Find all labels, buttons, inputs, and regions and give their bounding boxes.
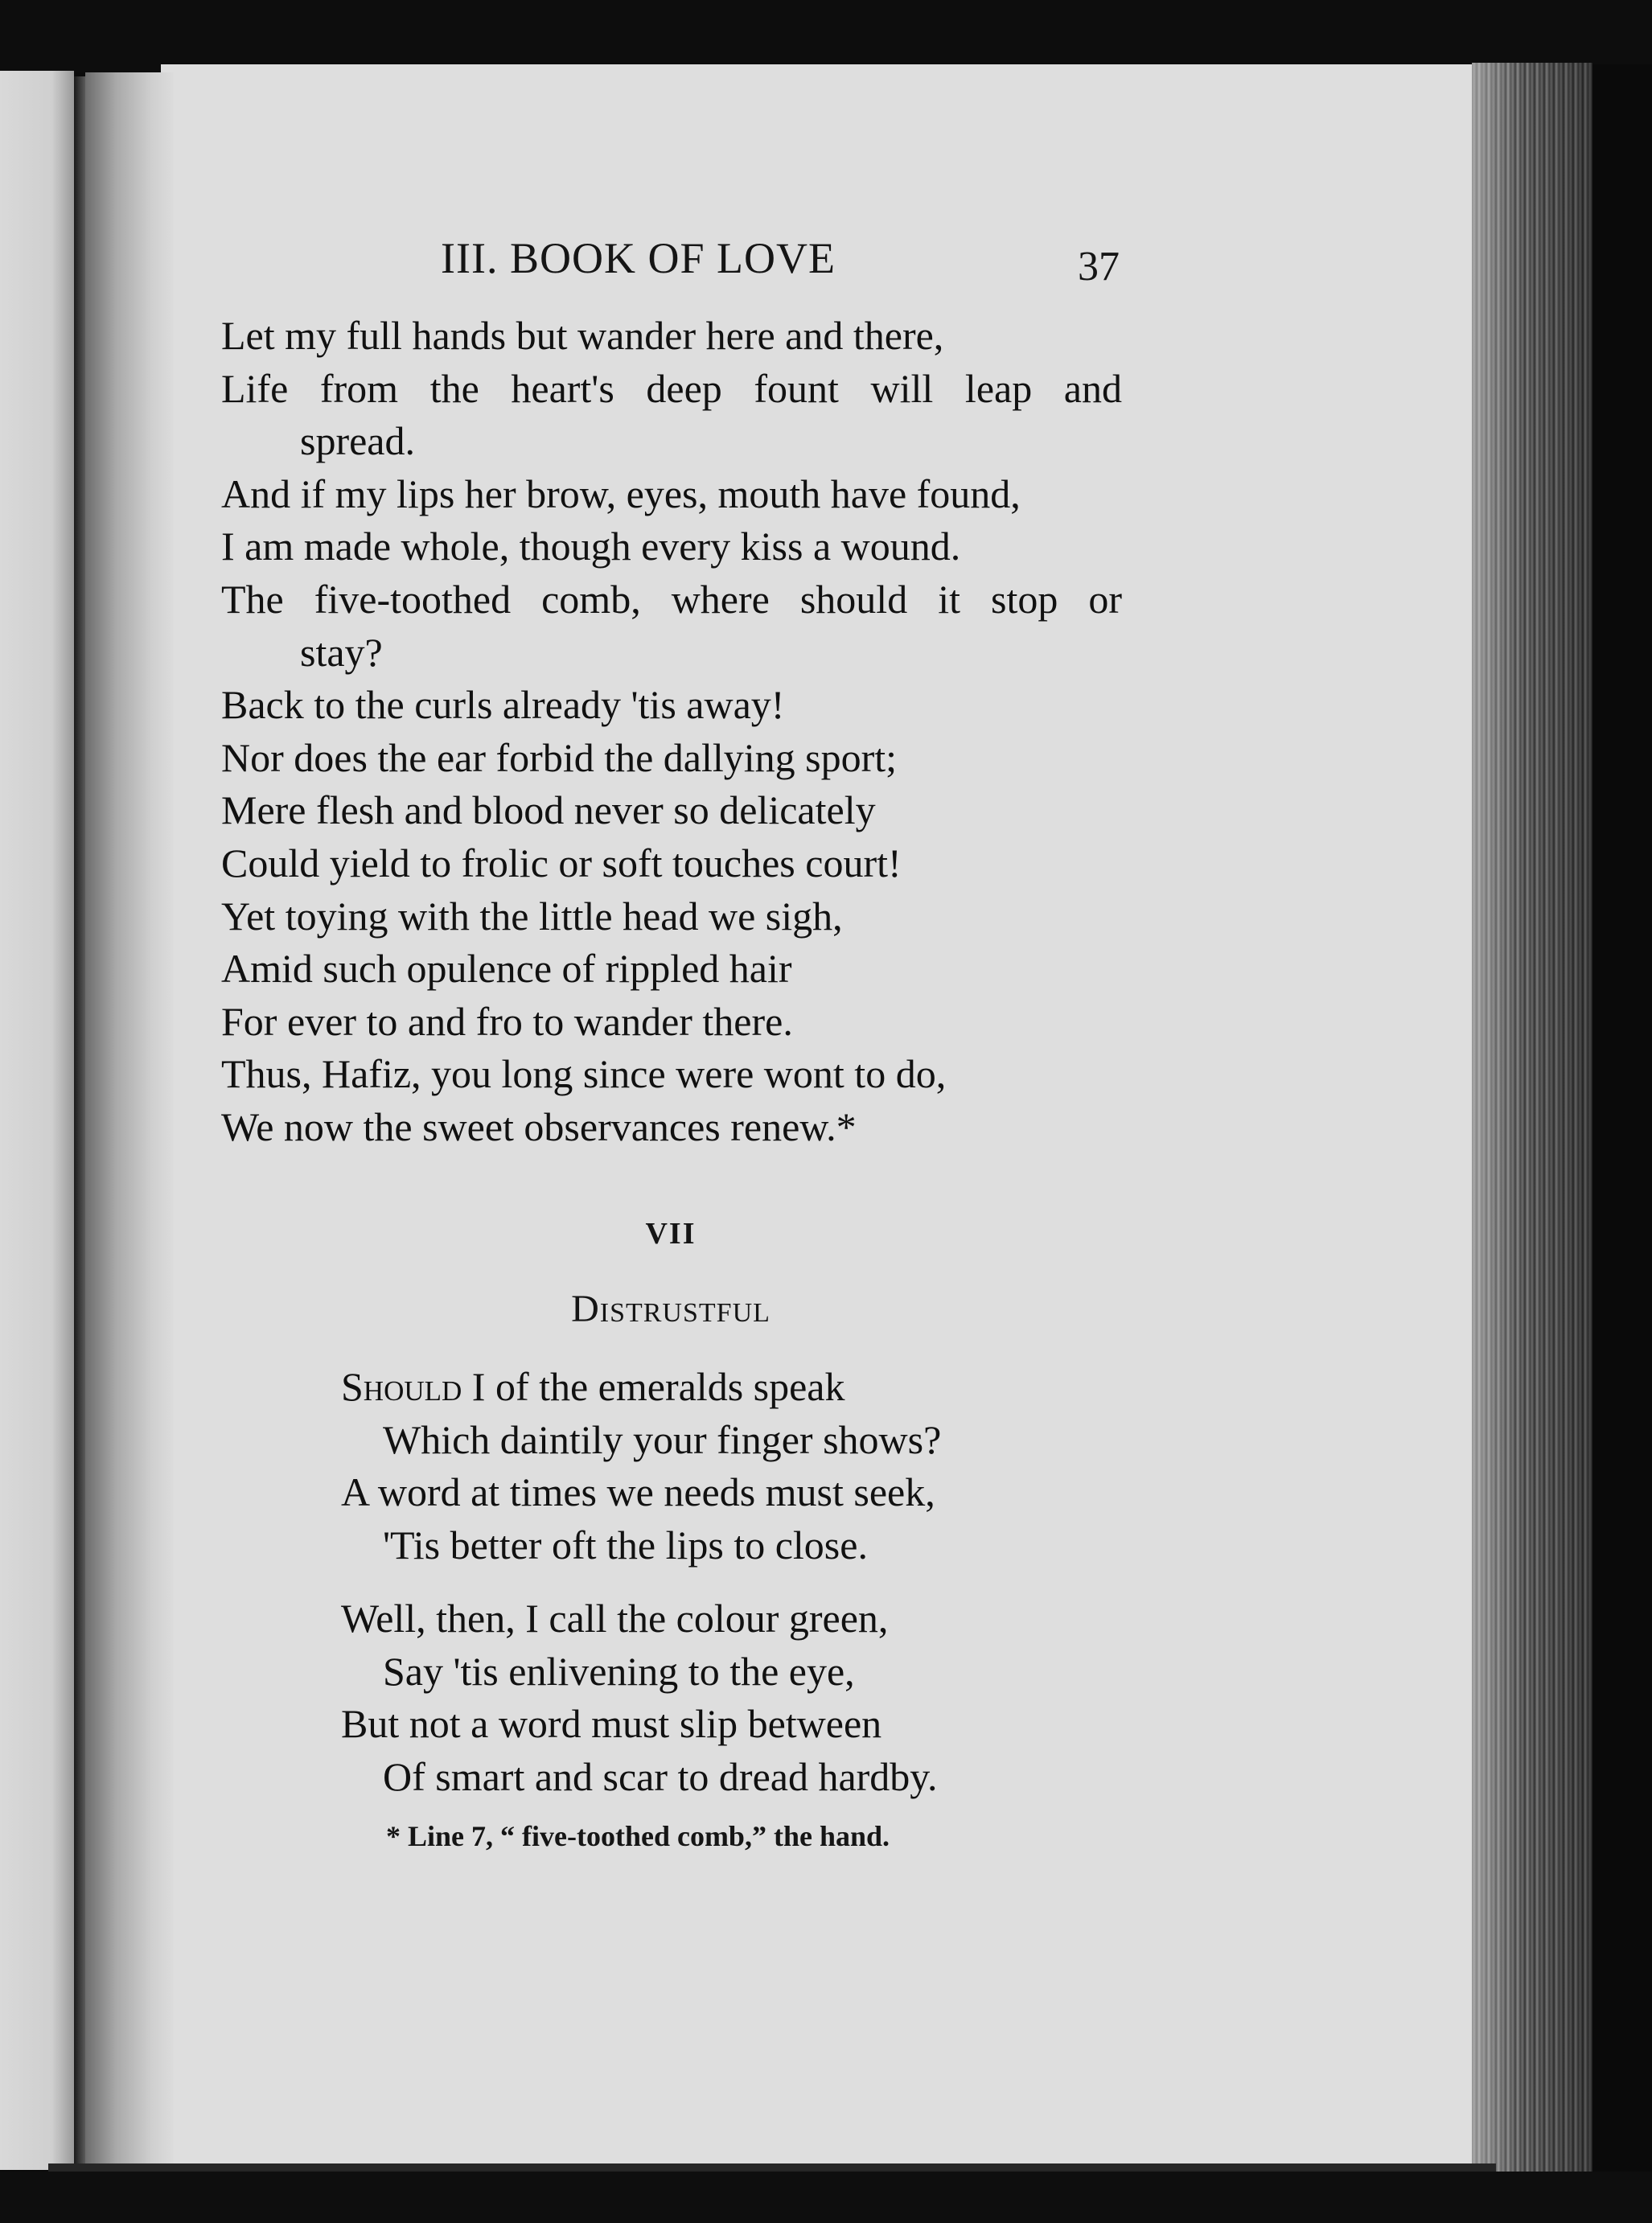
poem-line: Yet toying with the little head we sigh, xyxy=(221,893,843,939)
poem-line: Let my full hands but wander here and there, xyxy=(221,313,944,358)
stanza xyxy=(341,1361,1065,1572)
line-text: I of the emeralds speak xyxy=(462,1364,845,1409)
scan-top-border xyxy=(0,0,1652,72)
poem-line-continuation: stay? xyxy=(300,629,383,675)
poem-continuation xyxy=(221,310,1122,1154)
stanza-line: Which daintily your finger shows? xyxy=(383,1416,942,1462)
poem-line: Mere flesh and blood never so delicately xyxy=(221,787,876,833)
stanza-line: Well, then, I call the colour green, xyxy=(341,1596,889,1641)
first-word: Should xyxy=(341,1364,462,1409)
poem-line: We now the sweet observances renew.* xyxy=(221,1103,857,1149)
stanza-line: 'Tis better oft the lips to close. xyxy=(383,1522,868,1568)
stanza-line: But not a word must slip between xyxy=(341,1701,882,1747)
poem-line: Back to the curls already 'tis away! xyxy=(221,682,785,728)
running-header: III. BOOK OF LOVE xyxy=(441,234,836,282)
stanza-line xyxy=(341,1361,1065,1414)
poem-line: Thus, Hafiz, you long since were wont to do, xyxy=(221,1051,947,1097)
poem-line-continuation: spread. xyxy=(300,418,415,464)
poem-line: And if my lips her brow, eyes, mouth have found, xyxy=(221,470,1021,516)
stanza xyxy=(341,1592,1065,1803)
book-gutter-line xyxy=(74,76,85,2168)
footnote: * Line 7, “ five-toothed comb,” the hand. xyxy=(386,1820,890,1852)
gutter-shadow xyxy=(85,72,174,2172)
scan-bottom-border xyxy=(0,2172,1652,2223)
poem-line: The five-toothed comb, where should it stop or xyxy=(221,576,1122,622)
facing-page-edge xyxy=(0,71,74,2170)
poem-line: Amid such opulence of rippled hair xyxy=(221,946,792,992)
stanza-line: Of smart and scar to dread hardby. xyxy=(383,1753,938,1799)
poem-line: For ever to and fro to wander there. xyxy=(221,998,793,1044)
section-title: Distrustful xyxy=(571,1288,771,1330)
page-number: 37 xyxy=(1078,244,1120,290)
poem-line: Could yield to frolic or soft touches court! xyxy=(221,840,902,886)
scan-right-border xyxy=(1592,64,1652,2223)
poem-line: I am made whole, though every kiss a wound. xyxy=(221,524,961,569)
book-block-edge xyxy=(1472,63,1592,2178)
stanza-line: A word at times we needs must seek, xyxy=(341,1469,935,1515)
poem-line: Life from the heart's deep fount will leap and xyxy=(221,365,1122,411)
section-number: VII xyxy=(645,1217,697,1251)
poem-line: Nor does the ear forbid the dallying sport; xyxy=(221,734,898,780)
stanza-line: Say 'tis enlivening to the eye, xyxy=(383,1648,855,1694)
